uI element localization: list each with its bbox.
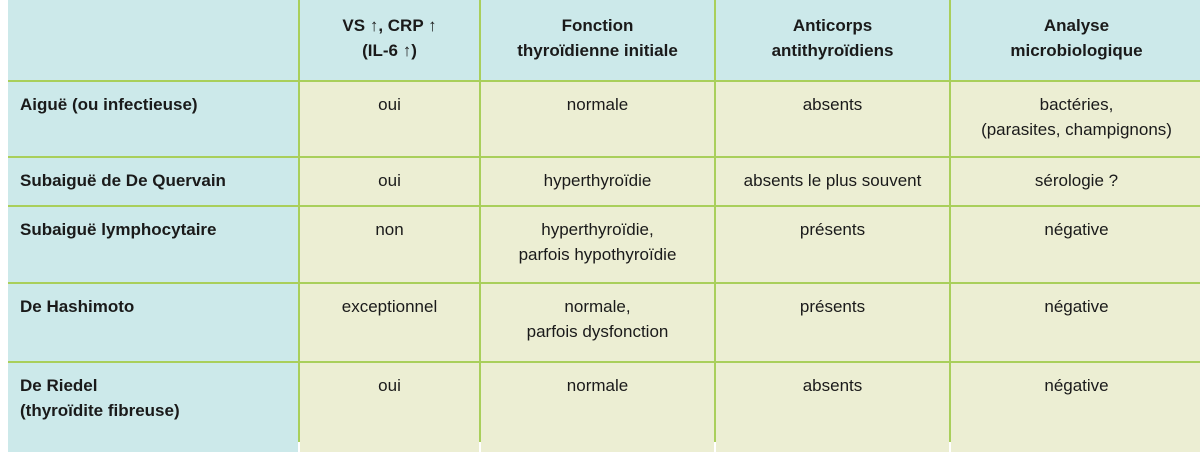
table-cell-inflammation <box>300 82 479 156</box>
table-cell-antibodies <box>716 207 949 282</box>
cell-text-line: absents le plus souvent <box>743 171 922 190</box>
column-header-inflammation <box>300 0 479 80</box>
header-corner <box>8 0 298 80</box>
table-cell-inflammation <box>300 158 479 205</box>
cell-text-line: parfois dysfonction <box>526 322 669 341</box>
row-header <box>8 82 298 156</box>
cell-text-line: présents <box>799 220 866 239</box>
cell-text-line: négative <box>1044 220 1109 239</box>
cell-text-line: normale <box>566 376 629 395</box>
table-cell-thyroid-function <box>481 82 714 156</box>
table-grid <box>8 0 1200 442</box>
cell-text-line: microbiologique <box>1010 41 1143 60</box>
table-cell-antibodies <box>716 284 949 361</box>
cell-text-line: normale <box>566 95 629 114</box>
table-cell-microbiology <box>951 284 1200 361</box>
cell-text-line: exceptionnel <box>341 297 438 316</box>
cell-text-line: hyperthyroïdie, <box>541 220 654 239</box>
table-cell-microbiology <box>951 82 1200 156</box>
cell-text-line: (parasites, champignons) <box>981 120 1172 139</box>
table-cell-thyroid-function <box>481 363 714 452</box>
cell-text-line: non <box>375 220 404 239</box>
cell-text-line: Subaiguë de De Quervain <box>20 171 226 190</box>
cell-text-line: absents <box>802 95 863 114</box>
cell-text-line: (thyroïdite fibreuse) <box>20 401 180 420</box>
cell-text-line: normale, <box>564 297 631 316</box>
table-cell-antibodies <box>716 363 949 452</box>
cell-text-line: Subaiguë lymphocytaire <box>20 220 217 239</box>
column-header-thyroid-function <box>481 0 714 80</box>
table-cell-thyroid-function <box>481 207 714 282</box>
cell-text-line: Analyse <box>1043 16 1110 35</box>
row-header <box>8 284 298 361</box>
cell-text-line: (IL-6 ↑) <box>362 41 417 60</box>
column-header-microbiology <box>951 0 1200 80</box>
table-cell-microbiology <box>951 158 1200 205</box>
cell-text-line: antithyroïdiens <box>771 41 894 60</box>
table-cell-inflammation <box>300 284 479 361</box>
thyroiditis-comparison-table <box>8 0 1200 442</box>
cell-text-line: oui <box>378 376 401 395</box>
cell-text-line: négative <box>1044 297 1109 316</box>
cell-text-line: Aiguë (ou infectieuse) <box>20 95 198 114</box>
cell-text-line: thyroïdienne initiale <box>517 41 678 60</box>
cell-text-line: Anticorps <box>792 16 873 35</box>
cell-text-line: hyperthyroïdie <box>543 171 652 190</box>
row-header <box>8 363 298 452</box>
table-cell-inflammation <box>300 207 479 282</box>
cell-text-line: négative <box>1044 376 1109 395</box>
cell-text-line: présents <box>799 297 866 316</box>
column-header-antibodies <box>716 0 949 80</box>
table-cell-thyroid-function <box>481 158 714 205</box>
row-header <box>8 207 298 282</box>
cell-text-line: sérologie ? <box>1034 171 1119 190</box>
cell-text-line: Fonction <box>561 16 634 35</box>
table-cell-antibodies <box>716 82 949 156</box>
cell-text-line: parfois hypothyroïdie <box>518 245 677 264</box>
cell-text-line: absents <box>802 376 863 395</box>
table-cell-thyroid-function <box>481 284 714 361</box>
cell-text-line: De Hashimoto <box>20 297 135 316</box>
table-cell-microbiology <box>951 207 1200 282</box>
cell-text-line: bactéries, <box>1039 95 1114 114</box>
cell-text-line: oui <box>378 95 401 114</box>
cell-text-line: VS ↑, CRP ↑ <box>342 16 437 35</box>
cell-text-line: oui <box>378 171 401 190</box>
table-cell-antibodies <box>716 158 949 205</box>
row-header <box>8 158 298 205</box>
cell-text-line: De Riedel <box>20 376 98 395</box>
table-cell-inflammation <box>300 363 479 452</box>
table-cell-microbiology <box>951 363 1200 452</box>
